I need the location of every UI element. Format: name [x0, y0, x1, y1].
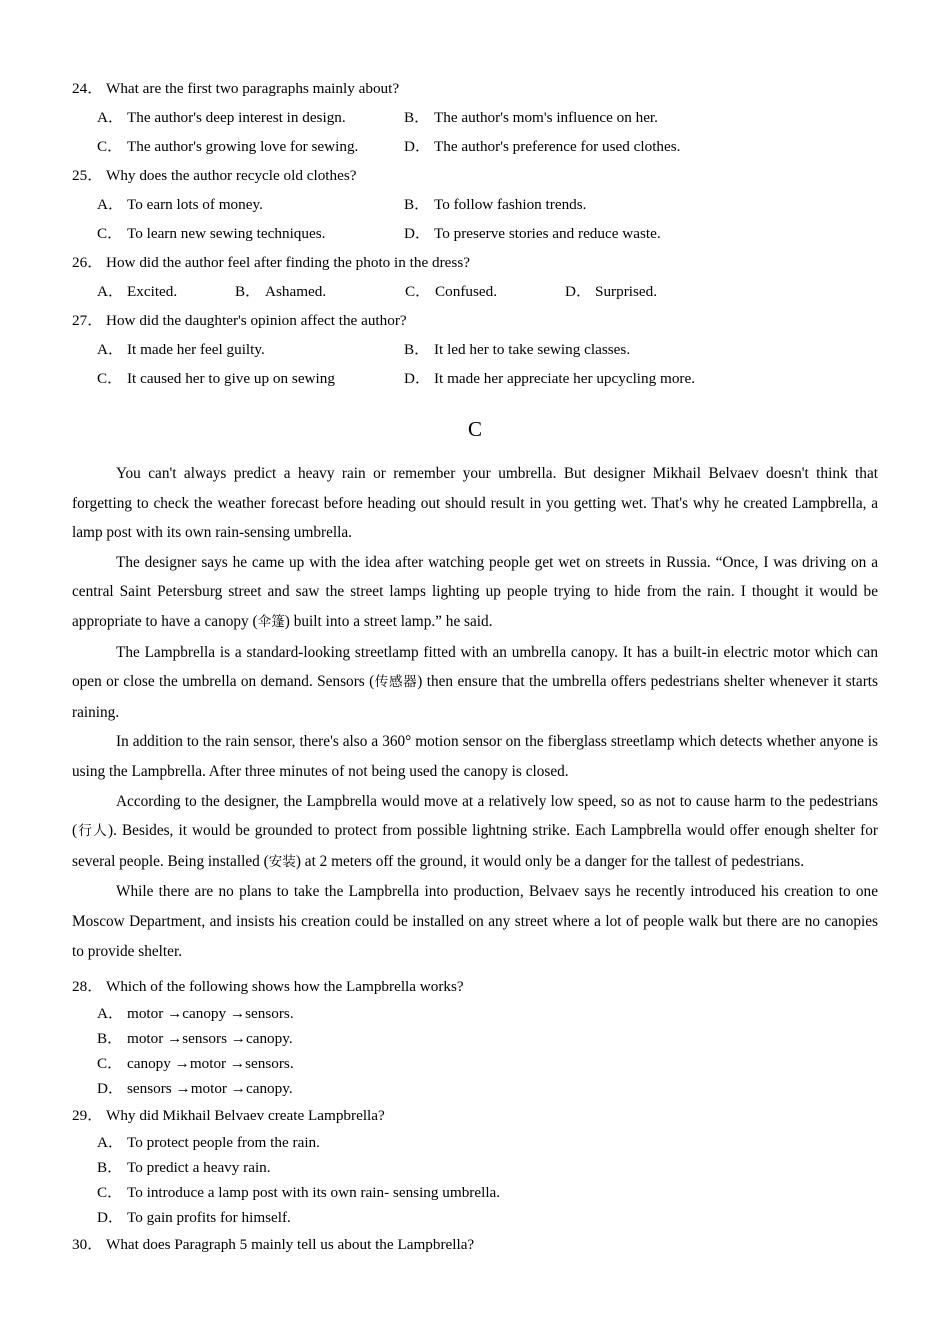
option-25-c[interactable] — [97, 219, 325, 248]
option-text: The author's deep interest in design. — [127, 109, 346, 126]
option-24-d[interactable] — [404, 132, 680, 161]
passage-paragraph-6 — [0, 877, 950, 966]
option-letter: D． — [97, 1080, 124, 1098]
option-letter: C． — [97, 1184, 123, 1202]
option-text: To follow fashion trends. — [434, 196, 587, 213]
option-26-a[interactable] — [97, 277, 177, 306]
option-letter: B． — [235, 283, 261, 300]
question-stem-28: 28． Which of the following shows how the Lampbrella works? — [0, 972, 950, 1001]
passage-text-run: You can't always predict a heavy rain or remember your umbrella. But designer Mikhail Belvaev doesn't think that forgetting to check the weather forecast before heading out should result in you getting wet. That's why he created Lampbrella, a lamp post with its own rain-sensing umbrella. — [72, 465, 878, 542]
option-24-c[interactable] — [97, 132, 358, 161]
option-letter: D． — [565, 283, 592, 300]
option-text: motor →sensors →canopy. — [127, 1030, 293, 1048]
option-text: canopy →motor →sensors. — [127, 1055, 294, 1073]
option-text: The author's preference for used clothes. — [434, 138, 681, 155]
option-letter: D． — [404, 370, 431, 387]
option-26-c[interactable] — [405, 277, 497, 306]
option-letter: D． — [404, 138, 431, 155]
option-25-a[interactable] — [97, 190, 263, 219]
option-26-d[interactable] — [565, 277, 657, 306]
option-27-c[interactable] — [97, 364, 335, 393]
option-letter: C． — [405, 283, 431, 300]
option-text: To protect people from the rain. — [127, 1134, 320, 1152]
option-text: It made her feel guilty. — [127, 341, 265, 358]
passage-text-run: ) then ensure that the umbrella offers pedestrians shelter whenever it starts raining. — [72, 673, 878, 721]
option-27-a[interactable] — [97, 335, 265, 364]
chinese-gloss: 伞篷 — [257, 613, 285, 630]
option-text: To predict a heavy rain. — [127, 1159, 271, 1177]
chinese-gloss: 传感器 — [374, 674, 418, 691]
option-row — [0, 132, 950, 161]
passage-body — [0, 459, 950, 966]
option-27-b[interactable] — [404, 335, 630, 364]
option-letter: B． — [404, 341, 430, 358]
question-number-28: 28． — [72, 978, 103, 996]
option-letter: A． — [97, 1134, 124, 1152]
passage-paragraph-1 — [0, 459, 950, 548]
option-24-a[interactable] — [97, 103, 346, 132]
option-text: It led her to take sewing classes. — [434, 341, 631, 358]
option-29-b[interactable] — [0, 1155, 950, 1180]
option-text: To preserve stories and reduce waste. — [434, 225, 661, 242]
option-letter: B． — [97, 1159, 123, 1177]
passage-text-run: ) at 2 meters off the ground, it would only be a danger for the tallest of pedestrians. — [295, 852, 805, 870]
option-letter: A． — [97, 1005, 124, 1023]
option-letter: B． — [97, 1030, 123, 1048]
passage-paragraph-5 — [0, 787, 950, 878]
question-number-26: 26． — [72, 254, 103, 271]
question-stem-24: 24． What are the first two paragraphs mainly about? — [0, 74, 950, 103]
option-28-a[interactable] — [0, 1001, 950, 1026]
passage-paragraph-3 — [0, 638, 950, 728]
question-stem-25: 25． Why does the author recycle old clothes? — [0, 161, 950, 190]
option-25-d[interactable] — [404, 219, 661, 248]
option-letter: B． — [404, 196, 430, 213]
option-27-d[interactable] — [404, 364, 695, 393]
option-text: Surprised. — [595, 283, 658, 300]
option-text: Excited. — [127, 283, 178, 300]
question-number-27: 27． — [72, 312, 103, 329]
option-28-c[interactable] — [0, 1051, 950, 1076]
option-text: It made her appreciate her upcycling more. — [434, 370, 696, 387]
option-text: sensors →motor →canopy. — [127, 1080, 293, 1098]
option-letter: D． — [97, 1209, 124, 1227]
option-letter: C． — [97, 225, 123, 242]
option-text: To earn lots of money. — [127, 196, 263, 213]
passage-paragraph-2 — [0, 548, 950, 638]
option-text: The author's growing love for sewing. — [127, 138, 359, 155]
question-number-29: 29． — [72, 1107, 103, 1125]
passage-text-run: According to the designer, the Lampbrella would move at a relatively low speed, so as not to cause harm to the pedestrians ( — [72, 792, 878, 840]
option-25-b[interactable] — [404, 190, 586, 219]
option-row — [0, 219, 950, 248]
option-letter: C． — [97, 1055, 123, 1073]
questions-top-block — [0, 0, 950, 393]
option-letter: D． — [404, 225, 431, 242]
option-letter: A． — [97, 196, 124, 213]
option-text: Confused. — [435, 283, 498, 300]
passage-text-run: In addition to the rain sensor, there's also a 360° motion sensor on the fiberglass streetlamp which detects whether anyone is using the Lampbrella. After three minutes of not being used the canopy is closed. — [72, 733, 878, 780]
option-text: The author's mom's influence on her. — [434, 109, 658, 126]
option-letter: A． — [97, 341, 124, 358]
question-number-24: 24． — [72, 80, 103, 97]
option-28-d[interactable] — [0, 1076, 950, 1101]
option-26-b[interactable] — [235, 277, 326, 306]
question-stem-26: 26． How did the author feel after finding the photo in the dress? — [0, 248, 950, 277]
option-text: It caused her to give up on sewing — [127, 370, 335, 387]
option-29-d[interactable] — [0, 1205, 950, 1230]
option-letter: B． — [404, 109, 430, 126]
question-stem-27: 27． How did the daughter's opinion affect the author? — [0, 306, 950, 335]
option-text: To introduce a lamp post with its own rain- sensing umbrella. — [127, 1184, 501, 1202]
option-letter: C． — [97, 138, 123, 155]
option-text: motor →canopy →sensors. — [127, 1005, 294, 1023]
passage-text-run: The Lampbrella is a standard-looking streetlamp fitted with an umbrella canopy. It has a built-in electric motor which can open or close the umbrella on demand. Sensors ( — [72, 643, 878, 691]
option-29-c[interactable] — [0, 1180, 950, 1205]
passage-text-run: ) built into a street lamp.” he said. — [284, 612, 493, 630]
option-text: To learn new sewing techniques. — [127, 225, 326, 242]
option-text: Ashamed. — [265, 283, 327, 300]
question-number-30: 30． — [72, 1236, 103, 1254]
option-29-a[interactable] — [0, 1130, 950, 1155]
option-row — [0, 364, 950, 393]
question-stem-29: 29． Why did Mikhail Belvaev create Lampbrella? — [0, 1101, 950, 1130]
question-number-25: 25． — [72, 167, 103, 184]
option-letter: A． — [97, 283, 124, 300]
option-row — [0, 190, 950, 219]
option-letter: C． — [97, 370, 123, 387]
section-heading: C — [467, 417, 482, 441]
option-24-b[interactable] — [404, 103, 658, 132]
passage-text-run: ). Besides, it would be grounded to protect from possible lightning strike. Each Lampbrella would offer enough shelter for several people. Being installed ( — [72, 822, 878, 870]
passage-text-run: While there are no plans to take the Lampbrella into production, Belvaev says he recently introduced his creation to one Moscow Department, and insists his creation could be installed on any street where a lot of people walk but there are no canopies to provide shelter. — [72, 883, 878, 960]
option-row — [0, 103, 950, 132]
option-row — [0, 335, 950, 364]
passage-paragraph-4 — [0, 727, 950, 786]
option-row — [0, 277, 950, 306]
option-letter: A． — [97, 109, 124, 126]
chinese-gloss: 行人 — [77, 823, 108, 840]
chinese-gloss: 安装 — [268, 853, 296, 870]
passage-text-run: The designer says he came up with the idea after watching people get wet on streets in Russia. “Once, I was driving on a central Saint Petersburg street and saw the street lamps lighting up people trying to hide from the rain. I thought it would be appropriate to have a canopy ( — [72, 553, 878, 630]
option-text: To gain profits for himself. — [127, 1209, 291, 1227]
questions-bottom-block — [0, 972, 950, 1259]
question-stem-30: 30． What does Paragraph 5 mainly tell us about the Lampbrella? — [0, 1230, 950, 1259]
option-28-b[interactable] — [0, 1026, 950, 1051]
